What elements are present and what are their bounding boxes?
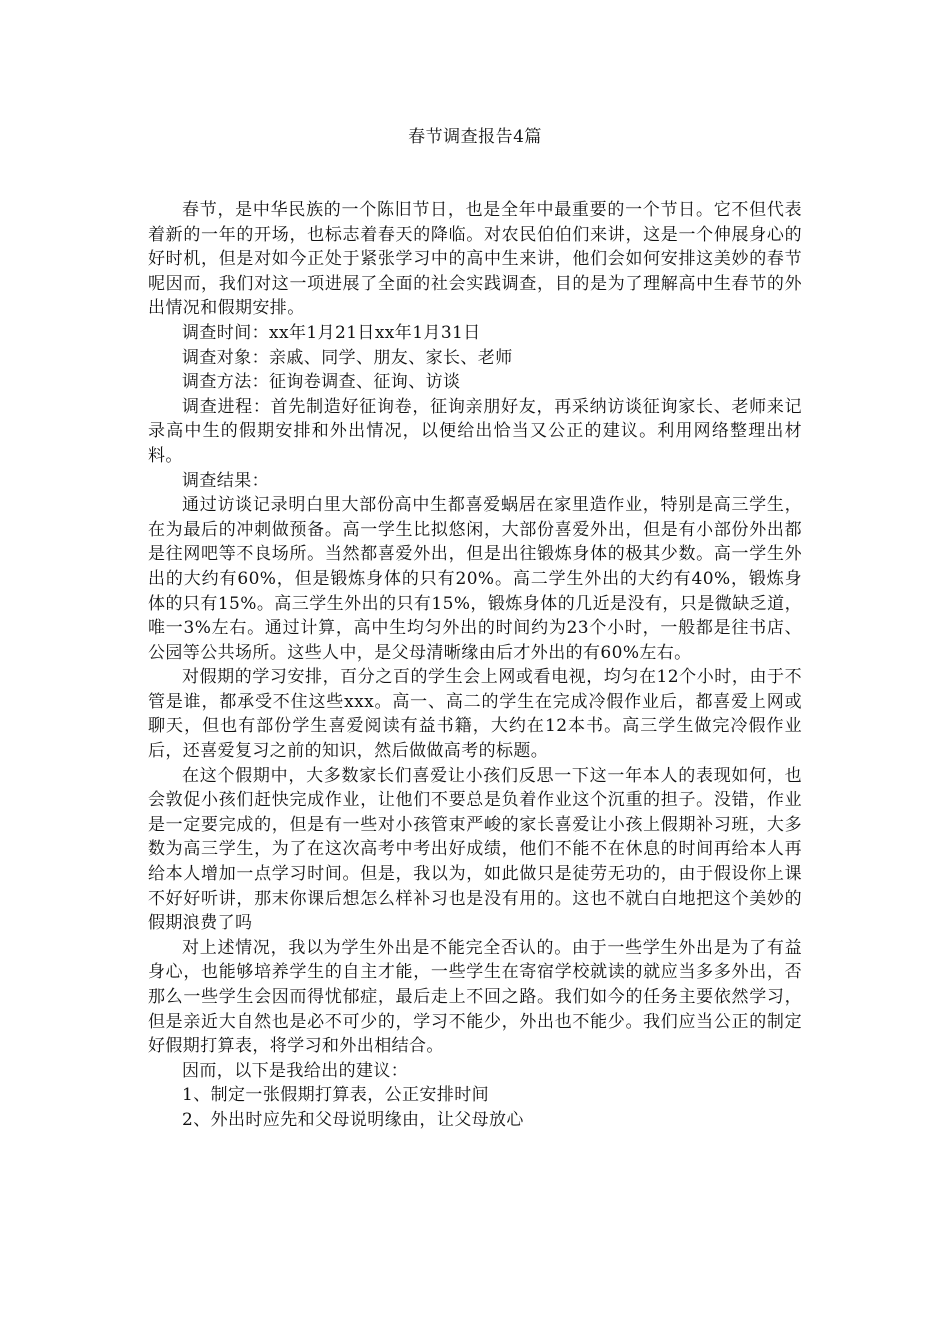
document-body bbox=[148, 198, 802, 1133]
paragraph-results-heading: 调查结果： bbox=[182, 470, 269, 491]
paragraph-survey-time: 调查时间：xx年1月21日xx年1月31日 bbox=[182, 322, 481, 343]
paragraph-results-study: 对假期的学习安排，百分之百的学生会上网或看电视，均匀在12个小时，由于不管是谁，都承受不住这些xxx。高一、高二的学生在完成冷假作业后，都喜爱上网或聊天，但也有部份学生喜爱阅读有益书籍，大约在12本书。高三学生做完冷假作业后，还喜爱复习之前的知识，然后做做高考的标题。 bbox=[148, 667, 802, 762]
paragraph-suggestions-intro: 因而，以下是我给出的建议： bbox=[182, 1060, 409, 1081]
paragraph-intro: 春节，是中华民族的一个陈旧节日，也是全年中最重要的一个节日。它不但代表着新的一年的开场，也标志着春天的降临。对农民伯伯们来讲，这是一个伸展身心的好时机，但是对如今正处于紧张学习中的高中生来讲，他们会如何安排这美妙的春节呢因而，我们对这一项进展了全面的社会实践调查，目的是为了理解高中生春节的外出情况和假期安排。 bbox=[148, 200, 802, 319]
paragraph-survey-method: 调查方法：征询卷调查、征询、访谈 bbox=[182, 372, 461, 393]
list-item-suggestion-2: 2、外出时应先和父母说明缘由，让父母放心 bbox=[182, 1109, 524, 1130]
paragraph-opinion: 对上述情况，我以为学生外出是不能完全否认的。由于一些学生外出是为了有益身心，也能够培养学生的自主才能，一些学生在寄宿学校就读的就应当多多外出，否那么一些学生会因而得忧郁症，最后走上不回之路。我们如今的任务主要依然学习，但是亲近大自然也是必不可少的，学习不能少，外出也不能少。我们应当公正的制定好假期打算表，将学习和外出相结合。 bbox=[148, 937, 802, 1057]
paragraph-survey-subjects: 调查对象：亲戚、同学、朋友、家长、老师 bbox=[182, 347, 513, 368]
paragraph-parents: 在这个假期中，大多数家长们喜爱让小孩们反思一下这一年本人的表现如何，也会敦促小孩们赶快完成作业，让他们不要总是负着作业这个沉重的担子。没错，作业是一定要完成的，但是有一些对小孩管束严峻的家长喜爱让小孩上假期补习班，大多数为高三学生，为了在这次高考中考出好成绩，他们不能不在休息的时间再给本人再给本人增加一点学习时间。但是，我以为，如此做只是徒劳无功的，由于假设你上课不好好听讲，那末你课后想怎么样补习也是没有用的。这也不就白白地把这个美妙的假期浪费了吗 bbox=[148, 765, 802, 934]
paragraph-results-outing: 通过访谈记录明白里大部份高中生都喜爱蜗居在家里造作业，特别是高三学生，在为最后的冲刺做预备。高一学生比拟悠闲，大部份喜爱外出，但是有小部份外出都是往网吧等不良场所。当然都喜爱外出，但是出往锻炼身体的极其少数。高一学生外出的大约有60%，但是锻炼身体的只有20%。高二学生外出的大约有40%，锻炼身体的只有15%。高三学生外出的只有15%，锻炼身体的几近是没有，只是微缺乏道，唯一3%左右。通过计算，高中生均匀外出的时间约为23个小时，一般都是往书店、公园等公共场所。这些人中，是父母清晰缘由后才外出的有60%左右。 bbox=[148, 495, 802, 663]
list-item-suggestion-1: 1、制定一张假期打算表，公正安排时间 bbox=[182, 1085, 490, 1106]
document-title: 春节调查报告4篇 bbox=[408, 127, 542, 147]
paragraph-survey-process: 调查进程：首先制造好征询卷，征询亲朋好友，再采纳访谈征询家长、老师来记录高中生的假期安排和外出情况，以便给出恰当又公正的建议。利用网络整理出材料。 bbox=[148, 396, 802, 466]
